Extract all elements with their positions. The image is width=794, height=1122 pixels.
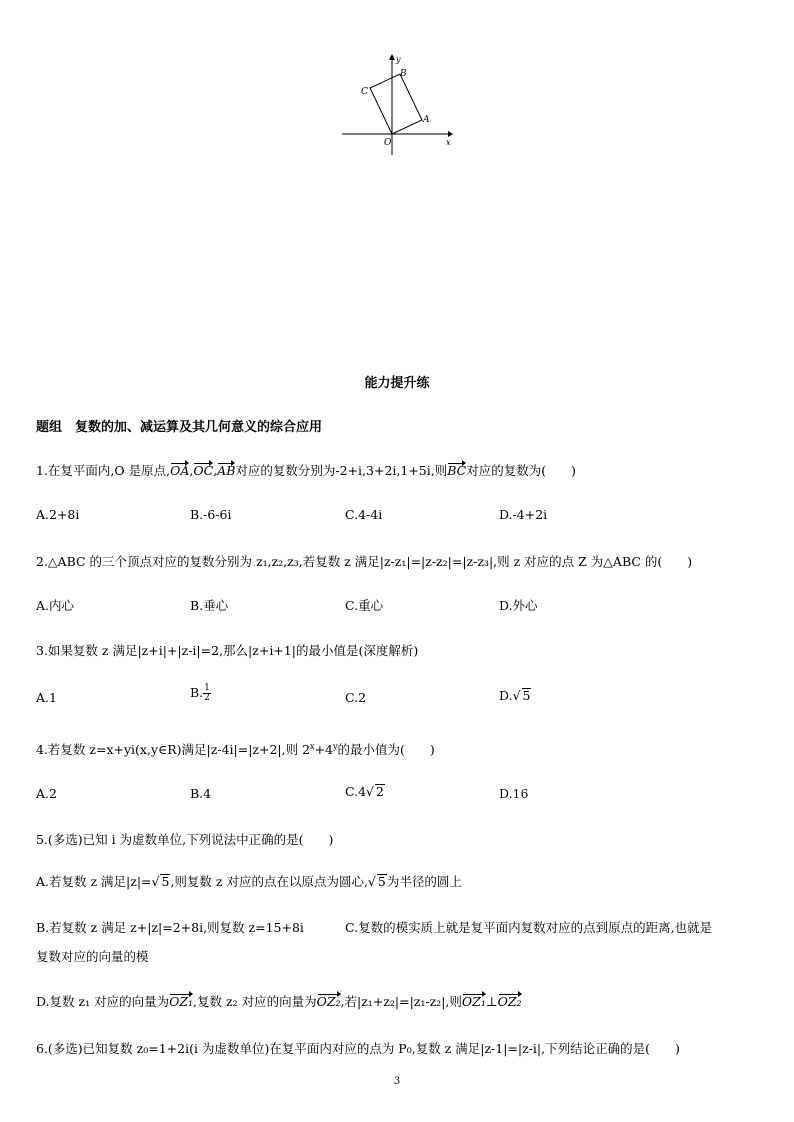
q5-option-a-post: 为半径的圆上 — [386, 874, 462, 889]
question-6: 6.(多选)已知复数 z₀=1+2i(i 为虚数单位)在复平面内对应的点为 P₀,复数 z 满足|z-1|=|z-i|,下列结论正确的是( ) — [36, 1041, 680, 1056]
vector-oz2: OZ₂ — [497, 994, 522, 1009]
question-4 — [36, 740, 435, 758]
q1-option-c[interactable]: C.4-4i — [345, 507, 383, 522]
q4-option-d[interactable]: D.16 — [499, 786, 529, 801]
q3-option-d-label: D. — [499, 688, 513, 703]
q1-option-d[interactable]: D.-4+2i — [499, 507, 548, 522]
label-b: B — [400, 69, 407, 79]
q5-option-d-pre: D.复数 z₁ 对应的向量为 — [36, 994, 170, 1009]
sqrt-sign: √ — [151, 874, 160, 889]
q5-option-c-line1[interactable]: C.复数的模实质上就是复平面内复数对应的点到原点的距离,也就是 — [345, 920, 713, 935]
q5-option-d-mid1: ,复数 z₂ 对应的向量为 — [193, 994, 317, 1009]
question-2: 2.△ABC 的三个顶点对应的复数分别为 z₁,z₂,z₃,若复数 z 满足|z-z₁|=|z-z₂|=|z-z₃|,则 z 对应的点 Z 为△ABC 的( ) — [36, 554, 693, 569]
x-axis-arrow — [448, 131, 453, 137]
q2-option-d[interactable]: D.外心 — [499, 598, 538, 613]
label-c: C — [361, 87, 368, 97]
q4-option-b[interactable]: B.4 — [190, 786, 212, 801]
q4-exp-y: y — [333, 741, 338, 751]
q3-option-c[interactable]: C.2 — [345, 690, 367, 705]
q3-option-a[interactable]: A.1 — [36, 690, 57, 705]
q4-text-post: 的最小值为( ) — [337, 742, 435, 757]
vector-oc: OC — [193, 463, 214, 478]
q2-option-a[interactable]: A.内心 — [36, 598, 75, 613]
q4-exp-x: x — [310, 741, 315, 751]
q4-text-mid: +4 — [314, 742, 333, 757]
q1-text-post: 对应的复数为( ) — [466, 463, 576, 478]
question-5: 5.(多选)已知 i 为虚数单位,下列说法中正确的是( ) — [36, 832, 334, 847]
vector-oz1: OZ₁ — [169, 994, 194, 1009]
sqrt-sign: √ — [512, 688, 521, 703]
label-a: A — [423, 115, 430, 125]
question-1: 1.在复平面内,O 是原点,OA,OC,AB对应的复数分别为-2+i,3+2i,1+5i,则BC对应的复数为( ) — [36, 463, 576, 478]
radicand: 2 — [376, 784, 384, 799]
label-x: x — [446, 138, 451, 147]
q3-option-d[interactable] — [499, 688, 531, 703]
q2-option-c[interactable]: C.重心 — [345, 598, 384, 613]
rectangle-oabc — [370, 74, 422, 134]
vector-oa: OA — [170, 463, 190, 478]
radicand: 5 — [161, 874, 170, 889]
vector-oz2: OZ₂ — [316, 994, 341, 1009]
q5-option-a-mid: ,则复数 z 对应的点在以原点为圆心, — [170, 874, 368, 889]
q2-option-b[interactable]: B.垂心 — [190, 598, 229, 613]
q1-option-b[interactable]: B.-6-6i — [190, 507, 232, 522]
vector-bc: BC — [447, 463, 467, 478]
vector-oz1: OZ₁ — [461, 994, 486, 1009]
q1-text-pre: 1.在复平面内,O 是原点, — [36, 463, 171, 478]
sqrt-sign: √ — [367, 874, 376, 889]
q3-option-b-label: B. — [190, 685, 204, 700]
vector-ab: AB — [217, 463, 236, 478]
radicand: 5 — [377, 874, 386, 889]
q3-option-b[interactable] — [190, 684, 211, 703]
question-3: 3.如果复数 z 满足|z+i|+|z-i|=2,那么|z+i+1|的最小值是(深度解析) — [36, 643, 419, 658]
fraction-one-half: $\frac{1}{2}$ — [204, 683, 210, 703]
q1-option-a[interactable]: A.2+8i — [36, 507, 80, 522]
q5-option-b[interactable]: B.若复数 z 满足 z+|z|=2+8i,则复数 z=15+8i — [36, 920, 304, 935]
q5-option-d[interactable] — [36, 992, 522, 1010]
q5-option-c-line2: 复数对应的向量的模 — [36, 949, 149, 964]
group-title: 题组 复数的加、减运算及其几何意义的综合应用 — [36, 420, 323, 435]
q1-text-mid: 对应的复数分别为-2+i,3+2i,1+5i,则 — [235, 463, 448, 478]
q4-text-pre: 4.若复数 z=x+yi(x,y∈R)满足|z-4i|=|z+2|,则 2 — [36, 742, 311, 757]
perpendicular-symbol: ⊥ — [485, 994, 498, 1009]
q5-option-a[interactable] — [36, 872, 462, 890]
coordinate-figure — [330, 50, 460, 155]
radicand: 5 — [522, 688, 531, 703]
q5-option-a-pre: A.若复数 z 满足|z|= — [36, 874, 152, 889]
page-number: 3 — [393, 1076, 401, 1087]
sqrt-sign: √ — [366, 784, 375, 799]
q4-option-c-label: C.4 — [345, 784, 367, 799]
q4-option-a[interactable]: A.2 — [36, 786, 57, 801]
y-axis-arrow — [389, 54, 395, 60]
section-title: 能力提升练 — [364, 376, 430, 391]
q4-option-c[interactable] — [345, 784, 385, 799]
label-y: y — [396, 55, 401, 64]
q5-option-d-mid2: ,若|z₁+z₂|=|z₁-z₂|,则 — [340, 994, 462, 1009]
label-o: O — [384, 138, 392, 148]
